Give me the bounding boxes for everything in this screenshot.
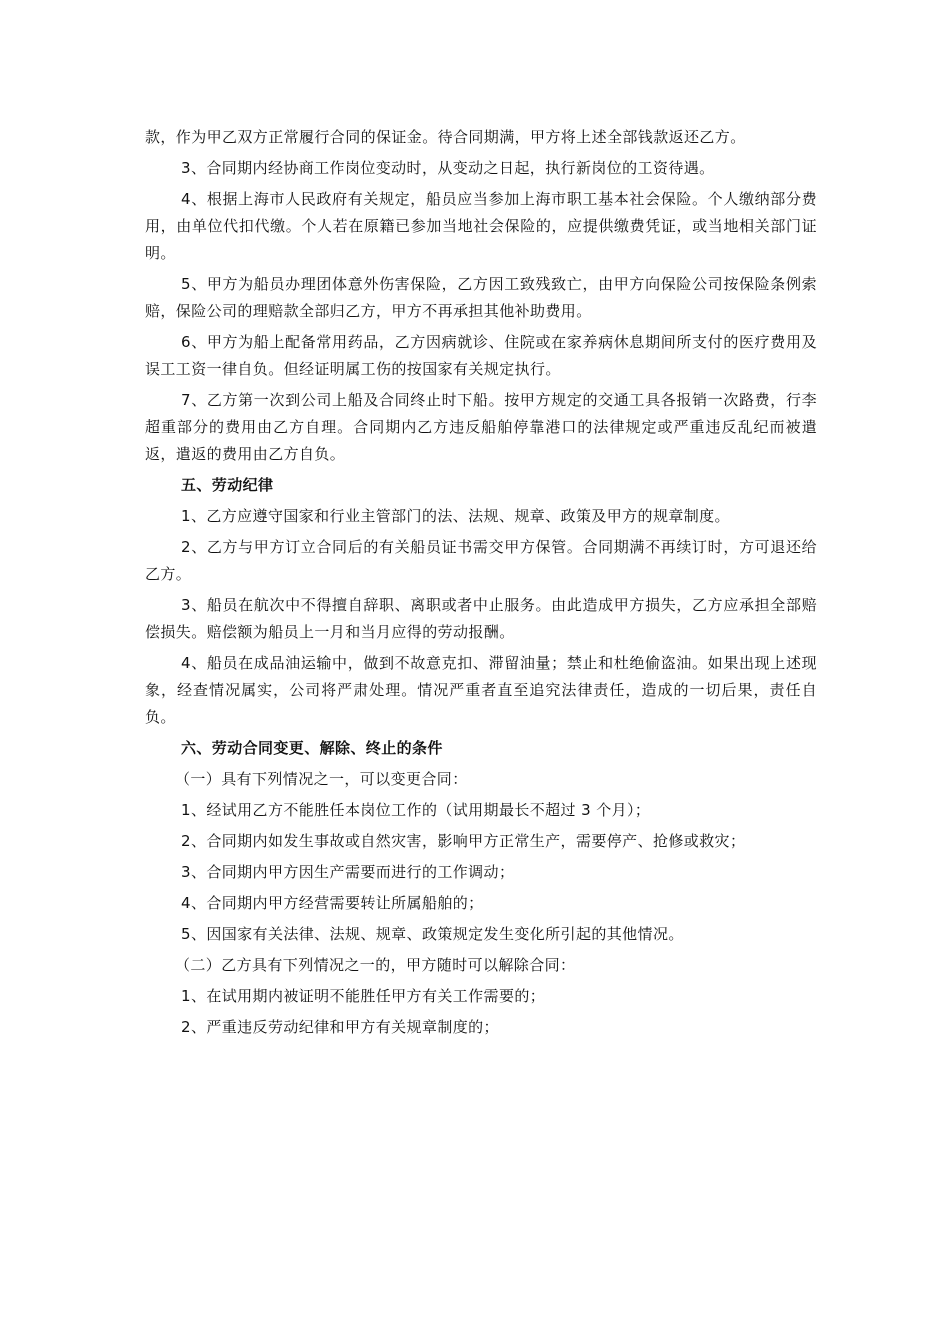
clause-4-5-accident-insurance: 5、甲方为船员办理团体意外伤害保险，乙方因工致残致亡，由甲方向保险公司按保险条例索赔，保险公司的理赔款全部归乙方，甲方不再承担其他补助费用。 (145, 275, 817, 320)
document-page (145, 124, 817, 1045)
clause-5-3: 3、船员在航次中不得擅自辞职、离职或者中止服务。由此造成甲方损失，乙方应承担全部赔偿损失。赔偿额为船员上一月和当月应得的劳动报酬。 (145, 596, 817, 641)
clause-6-1-2: 2、合同期内如发生事故或自然灾害，影响甲方正常生产，需要停产、抢修或救灾； (181, 832, 746, 850)
clause-4-6-medical: 6、甲方为船上配备常用药品，乙方因病就诊、住院或在家养病休息期间所支付的医疗费用及误工工资一律自负。但经证明属工伤的按国家有关规定执行。 (145, 333, 817, 378)
clause-6-1-1: 1、经试用乙方不能胜任本岗位工作的（试用期最长不超过 3 个月）； (181, 801, 651, 819)
clause-6-2-2: 2、严重违反劳动纪律和甲方有关规章制度的； (181, 1018, 499, 1036)
paragraph-deposit-return: 款，作为甲乙双方正常履行合同的保证金。待合同期满，甲方将上述全部钱款返还乙方。 (145, 128, 746, 146)
clause-5-1: 1、乙方应遵守国家和行业主管部门的法、法规、规章、政策及甲方的规章制度。 (181, 507, 730, 525)
subsection-6-1-heading: （一）具有下列情况之一，可以变更合同： (175, 770, 468, 788)
subsection-6-2-heading: （二）乙方具有下列情况之一的，甲方随时可以解除合同： (175, 956, 576, 974)
clause-4-7-travel: 7、乙方第一次到公司上船及合同终止时下船。按甲方规定的交通工具各报销一次路费，行李超重部分的费用由乙方自理。合同期内乙方违反船舶停靠港口的法律规定或严重违反乱纪而被遣返，遣返的费用由乙方自负。 (145, 391, 817, 463)
clause-5-2: 2、乙方与甲方订立合同后的有关船员证书需交甲方保管。合同期满不再续订时，方可退还给乙方。 (145, 538, 817, 583)
clause-6-1-5: 5、因国家有关法律、法规、规章、政策规定发生变化所引起的其他情况。 (181, 925, 684, 943)
clause-6-2-1: 1、在试用期内被证明不能胜任甲方有关工作需要的； (181, 987, 546, 1005)
clause-6-1-4: 4、合同期内甲方经营需要转让所属船舶的； (181, 894, 484, 912)
clause-6-1-3: 3、合同期内甲方因生产需要而进行的工作调动； (181, 863, 515, 881)
clause-4-4-social-insurance: 4、根据上海市人民政府有关规定，船员应当参加上海市职工基本社会保险。个人缴纳部分费用，由单位代扣代缴。个人若在原籍已参加当地社会保险的，应提供缴费凭证，或当地相关部门证明。 (145, 190, 817, 262)
section-5-heading: 五、劳动纪律 (181, 476, 274, 494)
clause-4-3-position-change: 3、合同期内经协商工作岗位变动时，从变动之日起，执行新岗位的工资待遇。 (181, 159, 715, 177)
section-6-heading: 六、劳动合同变更、解除、终止的条件 (181, 739, 443, 757)
clause-5-4: 4、船员在成品油运输中，做到不故意克扣、滞留油量；禁止和杜绝偷盗油。如果出现上述现象，经查情况属实，公司将严肃处理。情况严重者直至追究法律责任，造成的一切后果，责任自负。 (145, 654, 817, 726)
